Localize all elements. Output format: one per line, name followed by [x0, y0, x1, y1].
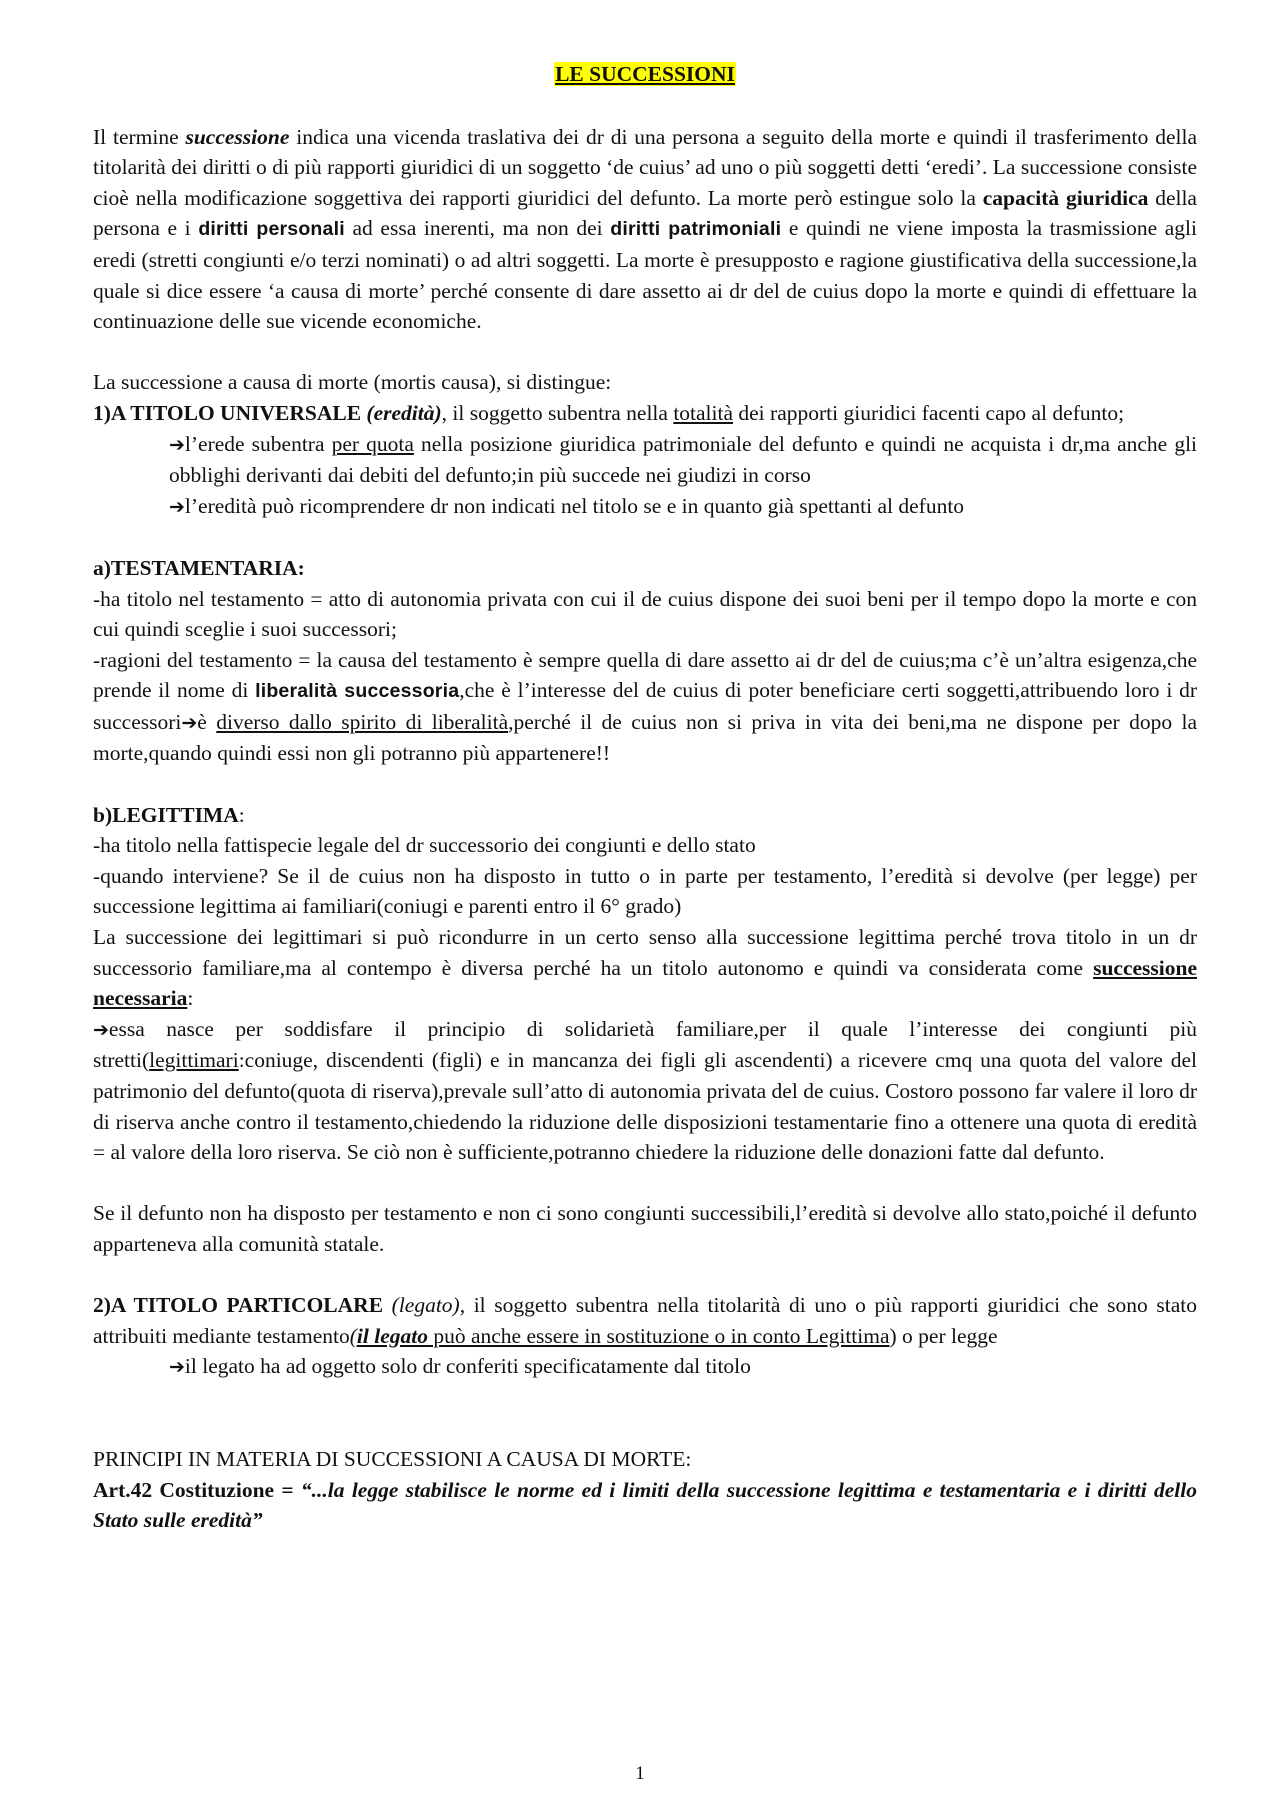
body-text: può anche essere in sostituzione o in conto Legittima — [427, 1323, 890, 1348]
intro-text: Il termine — [93, 124, 186, 149]
arrow-icon: ➔ — [181, 711, 198, 734]
intro-text: e quindi ne viene imposta la trasmissione agli eredi (stretti congiunti e/o terzi nominati) o ad altri soggetti. La morte è presupposto e ragione giustificativa della successione,la quale si dice essere ‘a causa di morte’ perché consente di dare assetto ai dr del de cuius dopo la morte e quindi di effettuare la continuazione delle sue vicende economiche. — [93, 216, 1198, 334]
term-successione-necessaria: successione necessaria — [93, 955, 1197, 1011]
term-liberalita-successoria: liberalità successoria — [255, 680, 460, 703]
body-text: La successione dei legittimari si può ricondurre in un certo senso alla successione legittima perché trova titolo in un dr successorio familiare,ma al contempo è diversa perché ha un titolo autonomo e quindi va considerata come — [93, 925, 1197, 980]
mortis-causa-lead: La successione a causa di morte (mortis causa), si distingue: — [93, 370, 612, 395]
bullet-eredita-ricomprendere — [93, 491, 1197, 523]
legittima-line-1: -ha titolo nella fattispecie legale del dr successorio dei congiunti e dello stato — [93, 833, 756, 858]
document-body — [93, 59, 1197, 1536]
testamentaria-line-1: -ha titolo nel testamento = atto di autonomia privata con cui il de cuius dispone dei suoi beni per il tempo dopo la morte e con cui quindi sceglie i suoi successori; — [93, 586, 1197, 642]
body-text: -ragioni del testamento = la causa del testamento è sempre quella di dare assetto ai dr del de cuius;ma c’è un’altra esigenza,che prende il nome di — [93, 647, 1197, 703]
body-text: ,che è l’interesse del de cuius di poter beneficiare certi soggetti,attribuendo loro i dr successori — [93, 678, 1197, 734]
body-text: ,perché il de cuius non si priva in vita dei beni,ma ne dispone per dopo la morte,quando quindi essi non gli potranno più appartenere!! — [93, 709, 1198, 766]
term-spirito-liberalita: diverso dallo spirito di liberalità — [216, 709, 509, 734]
art-quote: “...la legge stabilisce le norme ed i limiti della successione legittima e testamentaria e i diritti dello Stato sulle eredità” — [93, 1477, 1198, 1533]
term-legittimari: legittimari — [149, 1048, 239, 1073]
titolo-particolare — [93, 1290, 1197, 1351]
term-per-quota: per quota — [331, 431, 414, 456]
term-legato: (legato) — [391, 1293, 460, 1318]
body-text: il legato ha ad oggetto solo dr conferiti specificatamente dal titolo — [184, 1354, 751, 1379]
body-text: l’erede subentra — [184, 431, 332, 456]
body-text: è — [197, 709, 217, 734]
body-text: l’eredità può ricomprendere dr non indicati nel titolo se e in quanto già spettanti al defunto — [184, 493, 965, 518]
page-title — [93, 59, 1197, 90]
body-text: nella posizione giuridica patrimoniale del defunto e quindi ne acquista i dr,ma anche gli obblighi derivanti dai debiti del defunto;in più succede nei giudizi in corso — [169, 431, 1198, 488]
term-successione: successione — [185, 124, 290, 149]
heading-principi: PRINCIPI IN MATERIA DI SUCCESSIONI A CAUSA DI MORTE: — [93, 1447, 692, 1472]
term-eredita: (eredità) — [366, 400, 442, 425]
arrow-icon: ➔ — [169, 495, 185, 518]
heading-titolo-universale: 1)A TITOLO UNIVERSALE — [93, 400, 362, 425]
body-text: , il soggetto subentra nella titolarità di uno o più rapporti giuridici che sono stato attribuiti mediante testamento — [93, 1293, 1197, 1348]
legittima-line-5: Se il defunto non ha disposto per testamento e non ci sono congiunti successibili,l’eredità si devolve allo stato,poiché il defunto apparteneva alla comunità statale. — [93, 1201, 1197, 1256]
arrow-icon: ➔ — [93, 1018, 109, 1041]
heading-titolo-particolare: 2)A TITOLO PARTICOLARE — [93, 1293, 384, 1318]
body-text: :coniuge, discendenti (figli) e in mancanza dei figli gli ascendenti) a ricevere cmq una quota del valore del patrimonio del defunto(quota di riserva),prevale sull’atto di autonomia privata del de cuius. Costoro possono far valere il loro dr di riserva anche contro il testamento,chiedendo la riduzione delle disposizioni testamentarie fino a ottenere una quota di eredità = al valore della loro riserva. Se ciò non è sufficiente,potranno chiedere la riduzione delle donazioni fatte dal defunto. — [93, 1048, 1197, 1165]
arrow-icon: ➔ — [169, 433, 185, 456]
intro-text: indica una vicenda traslativa dei dr di una persona a seguito della morte e quindi il trasferimento della titolarità dei diritti o di più rapporti giuridici di un soggetto ‘de cuius’ ad uno o più soggetti detti ‘eredi’. La successione consiste cioè nella modificazione soggettiva dei rapporti giuridici del defunto. La morte però estingue solo la — [93, 124, 1197, 210]
titolo-universale — [93, 398, 1197, 429]
legittima-line-4 — [93, 1014, 1197, 1168]
intro-text: ad essa inerenti, ma non dei — [344, 216, 611, 241]
testamentaria-line-2 — [93, 645, 1197, 769]
heading-text: a)TESTAMENTARIA: — [93, 555, 305, 580]
term-diritti-patrimoniali: diritti patrimoniali — [610, 218, 782, 241]
legittima-line-3 — [93, 922, 1197, 1014]
page-number: 1 — [635, 1763, 645, 1784]
intro-text: della persona e i — [93, 185, 1197, 241]
art-label: Art.42 Costituzione = — [93, 1477, 301, 1502]
heading-testamentaria — [93, 553, 1197, 584]
bullet-erede-quota — [93, 429, 1197, 491]
title-text: LE SUCCESSIONI — [555, 62, 735, 86]
body-text: : — [238, 802, 245, 827]
heading-text: b)LEGITTIMA — [93, 802, 239, 827]
body-text: , il soggetto subentra nella — [441, 400, 674, 425]
intro-paragraph — [93, 122, 1197, 337]
bullet-legato — [93, 1351, 1197, 1383]
legittima-line-2: -quando interviene? Se il de cuius non ha disposto in tutto o in parte per testamento, l’eredità si devolve (per legge) per successione legittima ai familiari(coniugi e parenti entro il 6° grado) — [93, 863, 1197, 919]
body-text: ( — [349, 1323, 357, 1348]
term-il-legato: il legato — [356, 1323, 428, 1348]
body-text: : — [187, 986, 194, 1011]
body-text: ) o per legge — [889, 1323, 998, 1348]
body-text: essa nasce per soddisfare il principio di solidarietà familiare,per il quale l’interesse dei congiunti più stretti( — [93, 1016, 1197, 1073]
heading-legittima — [93, 800, 1197, 831]
term-totalita: totalità — [673, 400, 734, 425]
term-diritti-personali: diritti personali — [198, 218, 345, 241]
arrow-icon: ➔ — [169, 1356, 185, 1379]
art-42-costituzione — [93, 1475, 1197, 1536]
body-text: dei rapporti giuridici facenti capo al defunto; — [733, 400, 1125, 425]
term-capacita-giuridica: capacità giuridica — [982, 185, 1149, 210]
